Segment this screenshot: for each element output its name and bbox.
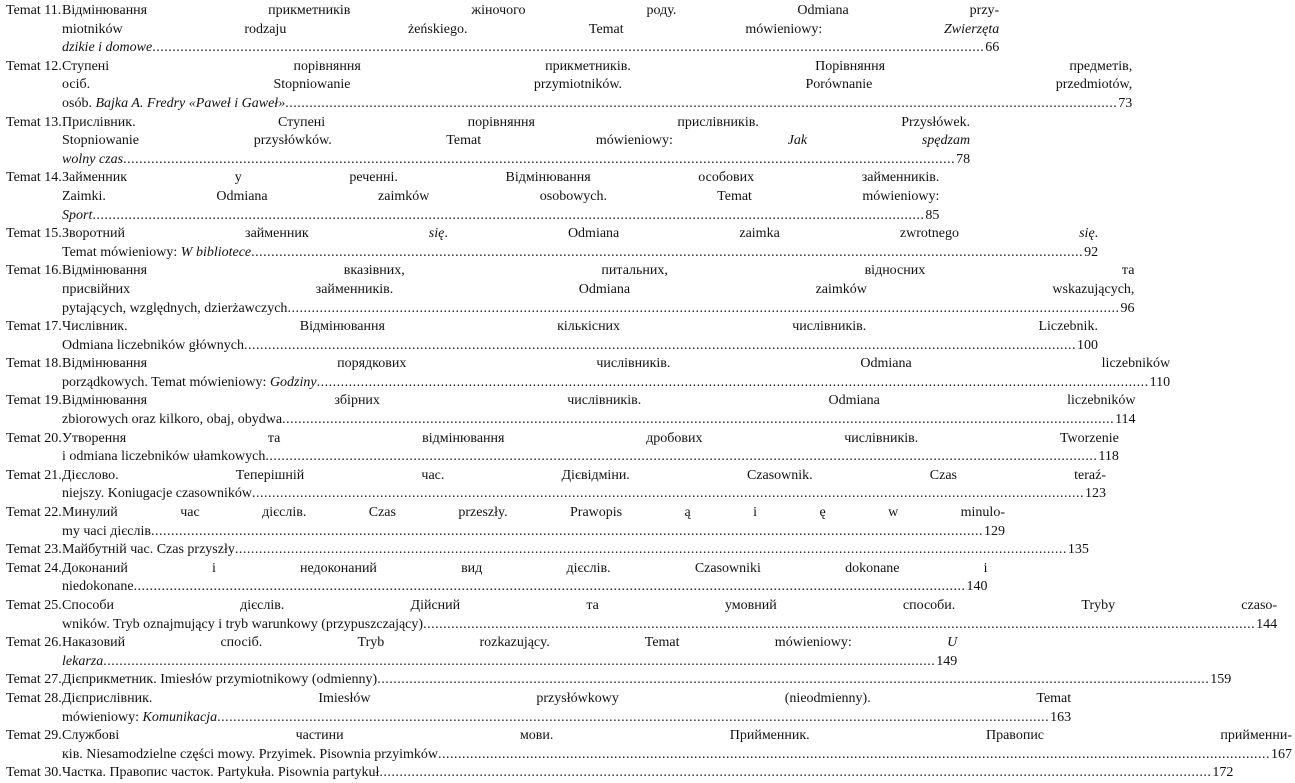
- entry-number: Temat 17.: [6, 319, 62, 335]
- title-last-line: ків. Niesamodzielne części mowy. Przyimek. Pisownia przyimków ..... 167: [62, 746, 1292, 765]
- title-last-line: lekarza ..... 149: [62, 653, 957, 672]
- title-line: Наказовий спосіб. Tryb rozkazujący. Temat mówieniowy: U: [62, 635, 958, 651]
- title-line: присвійних займенників. Odmiana zaimków wskazujących,: [62, 281, 1135, 297]
- entry-number: Temat 11.: [6, 3, 62, 18]
- page-number: 78: [956, 151, 971, 167]
- entry-title: [62, 597, 1280, 634]
- title-last-line: i odmiana liczebników ułamkowych ..... 118: [62, 448, 1119, 467]
- title-last-line: Дієприкметник. Imiesłów przymiotnikowy (odmienny) ..... 159: [62, 671, 1231, 690]
- toc-entry[interactable]: [0, 58, 1133, 114]
- title-last-line: Sport ..... 85: [62, 207, 939, 226]
- dot-leader: [251, 244, 1083, 263]
- toc-entry[interactable]: [0, 2, 1000, 58]
- entry-number: Temat 14.: [6, 170, 62, 186]
- dot-leader: [123, 151, 955, 170]
- title-last-line: niedokonane ..... 140: [62, 578, 988, 597]
- page-number: 100: [1076, 337, 1098, 353]
- title-line: Прислівник. Ступені порівняння прислівників. Przysłówek.: [62, 114, 971, 130]
- entry-title: [62, 504, 1008, 541]
- entry-title: [62, 318, 1101, 355]
- entry-title: [62, 560, 991, 597]
- title-line: осіб. Stopniowanie przymiotników. Porównanie przedmiotów,: [62, 77, 1133, 93]
- page-number: 118: [1098, 449, 1119, 465]
- title-last-line: mówieniowy: Komunikacja ..... 163: [62, 709, 1071, 728]
- title-line: Числівник. Відмінювання кількісних числівників. Liczebnik.: [62, 319, 1098, 335]
- toc-entry[interactable]: [0, 634, 958, 671]
- dot-leader: [377, 671, 1209, 690]
- page-number: 114: [1115, 412, 1136, 428]
- entry-title: [62, 58, 1135, 114]
- entry-title: [62, 392, 1139, 429]
- title-line: Відмінювання порядкових числівників. Odmiana liczebników: [62, 356, 1171, 372]
- entry-title: [62, 169, 942, 225]
- entry-number: Temat 29.: [6, 728, 62, 744]
- page-number: 144: [1256, 616, 1278, 632]
- page-number: 92: [1084, 244, 1099, 260]
- dot-leader: [103, 653, 935, 672]
- page-number: 149: [936, 653, 958, 669]
- toc-entry[interactable]: [0, 225, 1099, 262]
- dot-leader: [151, 523, 983, 542]
- title-last-line: osób. Bajka A. Fredry «Paweł i Gaweł» ..... 73: [62, 95, 1132, 114]
- toc-entry[interactable]: [0, 467, 1106, 504]
- entry-title: [62, 634, 960, 671]
- page-number: 110: [1149, 374, 1171, 390]
- entry-number: Temat 21.: [6, 467, 62, 483]
- dot-leader: [379, 764, 1211, 783]
- title-last-line: Майбутній час. Czas przyszły ..... 135: [62, 541, 1089, 560]
- toc-entry[interactable]: [0, 430, 1119, 467]
- title-last-line: wolny czas ..... 78: [62, 151, 970, 170]
- page-number: 129: [983, 523, 1005, 539]
- toc-entry[interactable]: [0, 764, 1234, 783]
- toc-entry[interactable]: [0, 727, 1293, 764]
- toc-entry[interactable]: [0, 671, 1232, 690]
- dot-leader: [438, 746, 1270, 765]
- title-line: Відмінювання прикметників жіночого роду. Odmiana przy-: [62, 3, 1000, 18]
- entry-title: [62, 355, 1173, 392]
- entry-number: Temat 12.: [6, 58, 62, 74]
- page-number: 123: [1084, 486, 1106, 502]
- entry-number: Temat 27.: [6, 672, 62, 688]
- toc-entry[interactable]: [0, 690, 1072, 727]
- toc-entry[interactable]: [0, 355, 1171, 392]
- entry-number: Temat 22.: [6, 505, 62, 521]
- title-line: Відмінювання збірних числівників. Odmiana liczebników: [62, 393, 1136, 409]
- entry-number: Temat 19.: [6, 393, 62, 409]
- dot-leader: [317, 374, 1149, 393]
- toc-entry[interactable]: [0, 392, 1136, 429]
- entry-title: [62, 541, 1092, 560]
- entry-title: [62, 114, 973, 170]
- dot-leader: [134, 578, 966, 597]
- entry-title: [62, 262, 1137, 318]
- title-last-line: porządkowych. Temat mówieniowy: Godziny ..... 110: [62, 374, 1170, 393]
- entry-number: Temat 16.: [6, 263, 62, 279]
- title-last-line: pytających, względnych, dzierżawczych ..... 96: [62, 300, 1134, 319]
- dot-leader: [152, 39, 984, 58]
- toc-entry[interactable]: [0, 262, 1135, 318]
- page-number: 96: [1120, 300, 1135, 316]
- toc-entry[interactable]: [0, 597, 1278, 634]
- entry-number: Temat 18.: [6, 356, 62, 372]
- dot-leader: [265, 448, 1097, 467]
- dot-leader: [217, 709, 1049, 728]
- entry-number: Temat 23.: [6, 542, 62, 558]
- toc-entry[interactable]: [0, 541, 1089, 560]
- entry-number: Temat 26.: [6, 635, 62, 651]
- entry-title: [62, 671, 1234, 690]
- entry-title: [62, 2, 1002, 58]
- title-last-line: Частка. Правопис часток. Partykuła. Pisownia partykuł ..... 172: [62, 764, 1233, 783]
- title-last-line: my часі дієслів ..... 129: [62, 523, 1005, 542]
- entry-title: [62, 690, 1074, 727]
- entry-number: Temat 25.: [6, 598, 62, 613]
- page-number: 135: [1067, 542, 1089, 558]
- page-number: 85: [925, 207, 940, 223]
- dot-leader: [282, 411, 1114, 430]
- dot-leader: [252, 485, 1084, 504]
- title-line: Stopniowanie przysłówków. Temat mówieniowy: Jak spędzam: [62, 133, 971, 149]
- title-line: Доконаний і недоконаний вид дієслів. Czasowniki dokonane i: [62, 560, 988, 576]
- title-line: miotników rodzaju żeńskiego. Temat mówieniowy: Zwierzęta: [62, 21, 1000, 37]
- entry-title: [62, 764, 1236, 783]
- title-last-line: Temat mówieniowy: W bibliotece ..... 92: [62, 244, 1098, 263]
- toc-entry[interactable]: [0, 114, 971, 170]
- page-number: 73: [1118, 95, 1133, 111]
- toc-entry[interactable]: [0, 318, 1098, 355]
- page-number: 159: [1210, 672, 1232, 688]
- entry-title: [62, 225, 1101, 262]
- entry-number: Temat 24.: [6, 560, 62, 576]
- title-last-line: dzikie i domowe ..... 66: [62, 39, 999, 58]
- dot-leader: [423, 616, 1255, 635]
- toc-entry[interactable]: [0, 169, 940, 225]
- entry-title: [62, 430, 1122, 467]
- dot-leader: [285, 95, 1117, 114]
- title-line: Способи дієслів. Дійсний та умовний способи. Tryby czaso-: [62, 598, 1278, 613]
- title-line: Службові частини мови. Прийменник. Правопис прийменни-: [62, 728, 1293, 744]
- dot-leader: [287, 300, 1119, 319]
- title-last-line: niejszy. Koniugacje czasowników ..... 123: [62, 485, 1106, 504]
- dot-leader: [235, 541, 1067, 560]
- page-number: 167: [1271, 746, 1293, 762]
- dot-leader: [92, 207, 924, 226]
- page-number: 66: [985, 40, 1000, 56]
- title-line: Зворотний займенник się. Odmiana zaimka zwrotnego się.: [62, 226, 1099, 242]
- entry-number: Temat 30.: [6, 765, 62, 781]
- page-number: 172: [1212, 765, 1234, 781]
- entry-number: Temat 13.: [6, 114, 62, 130]
- title-last-line: Odmiana liczebników głównych ..... 100: [62, 337, 1098, 356]
- title-line: Дієприслівник. Imiesłów przysłówkowy (nieodmienny). Temat: [62, 690, 1072, 706]
- title-line: Відмінювання вказівних, питальних, відносних та: [62, 263, 1135, 279]
- title-last-line: wników. Tryb oznajmujący i tryb warunkowy (przypuszczający) ..... 144: [62, 616, 1277, 635]
- page-number: 140: [966, 579, 988, 595]
- entry-title: [62, 467, 1109, 504]
- title-line: Займенник у реченні. Відмінювання особових займенників.: [62, 170, 940, 186]
- title-line: Минулий час дієслів. Czas przeszły. Prawopis ą i ę w minulo-: [62, 505, 1005, 521]
- title-last-line: zbiorowych oraz kilkoro, obaj, obydwa ..... 114: [62, 411, 1136, 430]
- entry-number: Temat 28.: [6, 690, 62, 706]
- toc-entry[interactable]: [0, 504, 1005, 541]
- title-line: Zaimki. Odmiana zaimków osobowych. Temat mówieniowy:: [62, 188, 940, 204]
- page-number: 163: [1050, 709, 1072, 725]
- title-line: Дієслово. Теперішній час. Дієвідміни. Czasownik. Czas teraź-: [62, 467, 1106, 483]
- dot-leader: [244, 337, 1076, 356]
- entry-number: Temat 20.: [6, 430, 62, 446]
- entry-number: Temat 15.: [6, 226, 62, 242]
- title-line: Ступені порівняння прикметників. Порівняння предметів,: [62, 58, 1133, 74]
- title-line: Утворення та відмінювання дробових числівників. Tworzenie: [62, 430, 1119, 446]
- entry-title: [62, 727, 1295, 764]
- toc-entry[interactable]: [0, 560, 988, 597]
